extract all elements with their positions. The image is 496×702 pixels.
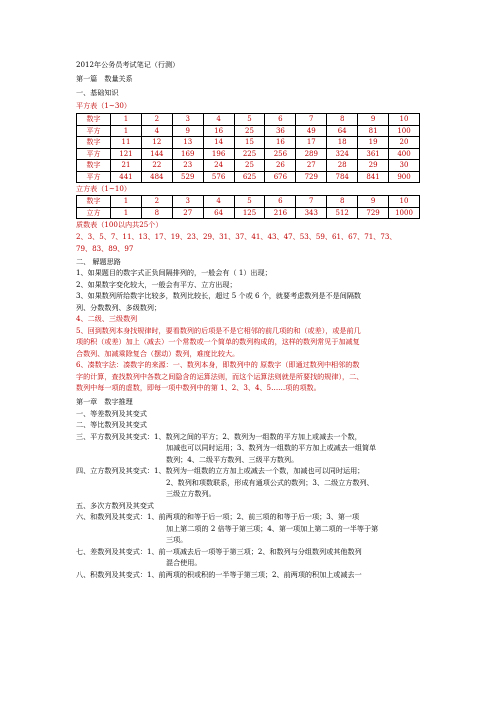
table-row — [77, 137, 420, 149]
table-cell: 196 — [203, 148, 234, 160]
table-cell: 14 — [203, 137, 234, 149]
table-cell: 225 — [234, 148, 265, 160]
table-cell: 100 — [389, 125, 420, 137]
item-continuation: 混合使用。 — [166, 558, 202, 567]
table-cell: 8 — [327, 114, 358, 126]
row-header-cell: 平方 — [77, 171, 111, 183]
table-cell: 400 — [389, 148, 420, 160]
tip-line: 1、如果题目的数字式正负间隔排列的，一般会有（ 1）出现； — [76, 268, 272, 277]
tip-line: 列、分数数列、多级数列； — [76, 302, 162, 312]
table-cell: 2 — [141, 114, 172, 126]
cube-table-title: 立方表（1~10） — [76, 184, 131, 193]
table-cell: 121 — [111, 148, 142, 160]
tips-block — [76, 267, 422, 394]
item-continuation: 加上第二项的 2 倍等于第三项；4、第一项加上第二项的一半等于第 — [166, 523, 379, 533]
list-item: 二、等比数列及其变式 — [76, 420, 147, 429]
item-text: 1、前两项的积或积的一半等于第三项；2、前两项的积加上或减去一 — [146, 569, 362, 579]
table-cell: 13 — [172, 137, 203, 149]
row-header-cell: 数字 — [77, 137, 111, 149]
table-cell: 24 — [203, 160, 234, 172]
chapter-heading: 第一章 数字推理 — [76, 397, 133, 406]
prime-table-title: 质数表（100以内共25个） — [76, 220, 163, 229]
item-continuation: 三级立方数列。 — [166, 489, 216, 498]
table-cell: 512 — [327, 207, 358, 219]
table-cell: 4 — [203, 114, 234, 126]
row-header-cell: 数字 — [77, 196, 111, 208]
table-cell: 81 — [358, 125, 389, 137]
table-cell: 169 — [172, 148, 203, 160]
list-item: 一、等差数列及其变式 — [76, 408, 147, 418]
table-cell: 12 — [141, 137, 172, 149]
table-cell: 49 — [296, 125, 327, 137]
table-cell: 16 — [203, 125, 234, 137]
table-cell: 1 — [111, 125, 142, 137]
item-text: 1、数列为一组数的立方加上或减去一个数，加减也可以同时运用； — [154, 466, 365, 475]
table-cell: 729 — [296, 171, 327, 183]
row-header-cell: 平方 — [77, 148, 111, 160]
tip-line: 3、如果数列所给数字比较多，数列比较长，超过 5 个或 6 个，就要考虑数列是不是间隔数 — [76, 291, 362, 300]
tip-line: 2、如果数字变化较大，一般会有平方、立方出现； — [76, 279, 237, 289]
table-row — [77, 207, 420, 219]
table-cell: 729 — [358, 207, 389, 219]
item-label: 六、和数列及其变式： — [76, 512, 147, 521]
item-text: 1、前两项的和等于后一项；2、前三项的和等于后一项；3、第一项 — [146, 512, 360, 521]
table-cell: 8 — [327, 196, 358, 208]
table-cell: 10 — [389, 196, 420, 208]
table-cell: 1 — [111, 207, 142, 219]
item-label: 四、立方数列及其变式： — [76, 466, 155, 475]
item-continuation: 2、数列和项数联系，形成有通项公式的数列；3、二级立方数列、 — [166, 477, 374, 487]
list-item: 五、多次方数列及其变式 — [76, 500, 155, 510]
tip-line: 6、凑数字法：凑数字的来源：一、数列本身，即数列中的 原数字（即通过数列中相邻的数 — [76, 360, 360, 369]
table-row — [77, 196, 420, 208]
table-cell: 125 — [234, 207, 265, 219]
row-header-cell: 立方 — [77, 207, 111, 219]
table-cell: 25 — [234, 160, 265, 172]
table-cell: 4 — [141, 125, 172, 137]
table-cell: 289 — [296, 148, 327, 160]
list-item-head — [76, 546, 422, 558]
tip-line: 4、二级、三级数列 — [76, 314, 138, 323]
table-cell: 36 — [265, 125, 296, 137]
table-cell: 21 — [111, 160, 142, 172]
table-cell: 2 — [141, 196, 172, 208]
table-cell: 6 — [265, 114, 296, 126]
table-cell: 5 — [234, 114, 265, 126]
table-cell: 256 — [265, 148, 296, 160]
table-cell: 17 — [296, 137, 327, 149]
item-continuation: 三项。 — [166, 535, 188, 544]
table-row — [77, 171, 420, 183]
table-cell: 216 — [265, 207, 296, 219]
item-text: 1、前一项减去后一项等于第三项；2、和数列与分组数列或其他数列 — [146, 546, 362, 556]
table-cell: 9 — [358, 114, 389, 126]
table-cell: 29 — [358, 160, 389, 172]
table-cell: 30 — [389, 160, 420, 172]
table-cell: 25 — [234, 125, 265, 137]
table-cell: 15 — [234, 137, 265, 149]
table-cell: 27 — [172, 207, 203, 219]
row-header-cell: 数字 — [77, 160, 111, 172]
table-cell: 676 — [265, 171, 296, 183]
table-cell: 529 — [172, 171, 203, 183]
item-label: 三、平方数列及其变式： — [76, 431, 155, 441]
table-cell: 22 — [141, 160, 172, 172]
list-item-head — [76, 569, 422, 581]
table-cell: 7 — [296, 196, 327, 208]
table-cell: 10 — [389, 114, 420, 126]
table-cell: 20 — [389, 137, 420, 149]
table-cell: 784 — [327, 171, 358, 183]
list-item-head — [76, 511, 422, 523]
table-cell: 9 — [358, 196, 389, 208]
table-cell: 324 — [327, 148, 358, 160]
table-cell: 6 — [265, 196, 296, 208]
section-heading-basics: 一、基础知识 — [76, 88, 119, 97]
row-header-cell: 平方 — [77, 125, 111, 137]
table-cell: 361 — [358, 148, 389, 160]
doc-title: 2012年公务员考试笔记（行测） — [76, 60, 180, 69]
table-cell: 1 — [111, 114, 142, 126]
tip-line: 5、回到数列本身找规律时，要看数列的后项是不是它相邻的前几项的和（或差），或是前几 — [76, 325, 361, 335]
item-continuation: 加减也可以同时运用；3、数列为一组数的平方加上或减去一组简单 — [166, 443, 377, 452]
tip-line: 数列中每一项的虚数，即每一项中数列中的第 1、2、3、4、5……项的项数。 — [76, 383, 321, 392]
table-cell: 16 — [265, 137, 296, 149]
list-item-head — [76, 431, 422, 443]
table-cell: 11 — [111, 137, 142, 149]
table-cell: 1 — [111, 196, 142, 208]
table-cell: 23 — [172, 160, 203, 172]
item-label: 八、积数列及其变式： — [76, 569, 147, 579]
table-cell: 8 — [141, 207, 172, 219]
table-cell: 18 — [327, 137, 358, 149]
tip-line: 合数列、加减乘除复合（摆动）数列，难度比较大。 — [76, 348, 240, 358]
table-cell: 7 — [296, 114, 327, 126]
row-header-cell: 数字 — [77, 114, 111, 126]
table-cell: 27 — [296, 160, 327, 172]
table-cell: 5 — [234, 196, 265, 208]
section-heading-approach: 二、 解题思路 — [76, 257, 121, 266]
table-row — [77, 160, 420, 172]
table-cell: 900 — [389, 171, 420, 183]
tip-line: 字的计算，查找数列中各数之间隐含的运算法则，而这个运算法则就是所要找的规律），二、 — [76, 371, 364, 381]
table-cell: 1000 — [389, 207, 420, 219]
table-cell: 841 — [358, 171, 389, 183]
table-row — [77, 114, 420, 126]
table-cell: 441 — [111, 171, 142, 183]
table-row — [77, 125, 420, 137]
table-cell: 19 — [358, 137, 389, 149]
table-cell: 343 — [296, 207, 327, 219]
table-cell: 28 — [327, 160, 358, 172]
table-row — [77, 148, 420, 160]
item-continuation: 数列；4、二级平方数列、三级平方数列。 — [166, 454, 299, 464]
table-cell: 26 — [265, 160, 296, 172]
table-cell: 576 — [203, 171, 234, 183]
chapter-block — [76, 396, 422, 580]
cube-table — [76, 195, 420, 219]
item-label: 七、差数列及其变式： — [76, 546, 147, 556]
table-cell: 64 — [203, 207, 234, 219]
table-cell: 4 — [203, 196, 234, 208]
prime-list-line-2: 79、83、89、97 — [76, 244, 134, 253]
table-cell: 625 — [234, 171, 265, 183]
prime-list-line-1: 2、3、5、7、11、13、17、19、23、29、31、37、41、43、47、53、59、61、67、71、73、 — [76, 232, 397, 241]
table-cell: 64 — [327, 125, 358, 137]
table-cell: 3 — [172, 196, 203, 208]
square-table-title: 平方表（1~30） — [76, 101, 131, 110]
part-heading: 第一篇 数量关系 — [76, 74, 133, 83]
table-cell: 144 — [141, 148, 172, 160]
tip-line: 项的积（或差）加上（减去）一个常数或一个简单的数列构成的，这样的数列常见于加减复 — [76, 337, 360, 346]
table-cell: 3 — [172, 114, 203, 126]
table-cell: 9 — [172, 125, 203, 137]
table-cell: 484 — [141, 171, 172, 183]
item-text: 1、数列之间的平方；2、数列为一组数的平方加上或减去一个数， — [154, 431, 362, 441]
list-item-head — [76, 465, 422, 477]
square-table — [76, 113, 420, 183]
